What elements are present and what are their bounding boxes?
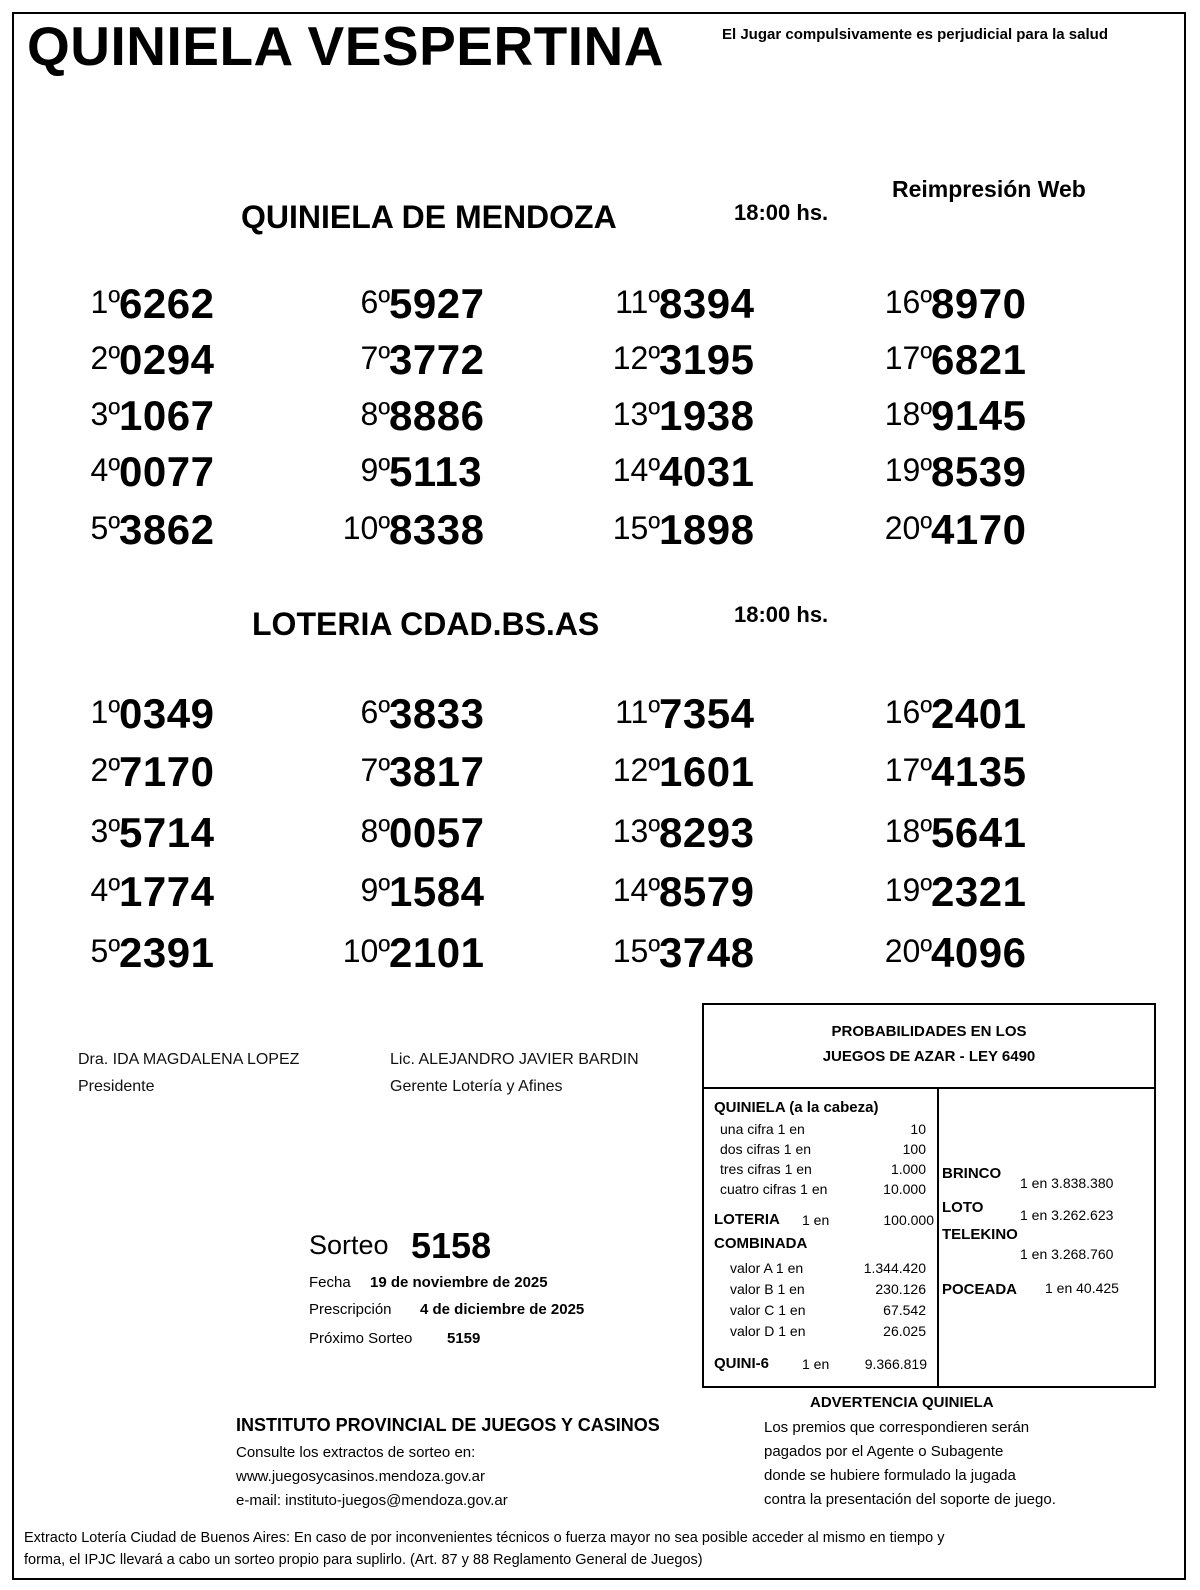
quiniela-prob-row-label: cuatro cifras 1 en — [720, 1181, 828, 1197]
quini6-prob-label: QUINI-6 — [714, 1355, 770, 1372]
mendoza-result-number: 4031 — [659, 448, 755, 495]
combinada-prob-label: COMBINADA — [714, 1235, 808, 1252]
bsas-result-number: 3817 — [389, 748, 485, 795]
quiniela-prob-row-value: 100 — [902, 1141, 926, 1157]
mendoza-result-position: 1º — [90, 284, 120, 320]
mendoza-result-position: 10º — [342, 510, 390, 546]
mendoza-result-number: 1938 — [659, 392, 755, 439]
fecha-value: 19 de noviembre de 2025 — [370, 1274, 548, 1291]
bsas-result-number: 8293 — [659, 809, 755, 856]
bsas-result-position: 16º — [884, 694, 932, 730]
mendoza-result-number: 0294 — [119, 336, 215, 383]
bsas-result-number: 1584 — [389, 868, 485, 915]
bsas-result-position: 20º — [884, 933, 932, 969]
mendoza-result-number: 4170 — [931, 506, 1027, 553]
bsas-result-position: 7º — [360, 752, 390, 788]
prescripcion-value: 4 de diciembre de 2025 — [420, 1301, 585, 1318]
mendoza-result-position: 9º — [360, 452, 390, 488]
mendoza-result-number: 3772 — [389, 336, 485, 383]
probabilities-title-line2: JUEGOS DE AZAR - LEY 6490 — [822, 1048, 1036, 1065]
mendoza-result-position: 14º — [612, 452, 660, 488]
quini6-prob-value: 9.366.819 — [864, 1356, 927, 1372]
mendoza-result-position: 20º — [884, 510, 932, 546]
bsas-result-position: 15º — [612, 933, 660, 969]
bsas-result-position: 4º — [90, 872, 120, 908]
quiniela-prob-row-value: 1.000 — [890, 1161, 926, 1177]
probabilities-title-line1: PROBABILIDADES EN LOS — [831, 1023, 1027, 1040]
bsas-result-number: 3833 — [389, 690, 485, 737]
mendoza-result-position: 8º — [360, 396, 390, 432]
mendoza-result-number: 8338 — [389, 506, 485, 553]
loteria-prob-label: LOTERIA — [714, 1211, 780, 1228]
bsas-result-position: 6º — [360, 694, 390, 730]
bsas-draw-time: 18:00 hs. — [734, 602, 829, 627]
mendoza-result-position: 16º — [884, 284, 932, 320]
bsas-result-number: 4135 — [931, 748, 1027, 795]
combinada-prob-row-label: valor D 1 en — [730, 1323, 806, 1339]
institute-consult-text: Consulte los extractos de sorteo en: — [236, 1444, 476, 1461]
footer-line2: forma, el IPJC llevará a cabo un sorteo propio para suplirlo. (Art. 87 y 88 Reglamento General de Juegos) — [24, 1552, 703, 1568]
loteria-prob-mid: 1 en — [802, 1212, 830, 1228]
footer-line1: Extracto Lotería Ciudad de Buenos Aires: En caso de por inconvenientes técnicos o fuerza mayor no sea posible acceder al mismo en tiempo y — [24, 1530, 945, 1546]
probabilities-header — [704, 1005, 1154, 1089]
advertencia-line: pagados por el Agente o Subagente — [764, 1443, 1004, 1460]
bsas-result-position: 12º — [612, 752, 660, 788]
probabilities-box — [702, 1003, 1156, 1388]
bsas-result-number: 2101 — [389, 929, 485, 976]
bsas-result-number: 4096 — [931, 929, 1027, 976]
bsas-result-number: 5714 — [119, 809, 215, 856]
quiniela-prob-row-label: tres cifras 1 en — [720, 1161, 812, 1177]
loteria-prob-value: 100.000 — [883, 1212, 934, 1228]
institute-website: www.juegosycasinos.mendoza.gov.ar — [236, 1468, 486, 1485]
mendoza-result-number: 3862 — [119, 506, 215, 553]
mendoza-result-number: 8394 — [659, 280, 755, 327]
combinada-prob-row-label: valor B 1 en — [730, 1281, 805, 1297]
mendoza-result-position: 15º — [612, 510, 660, 546]
bsas-result-number: 2391 — [119, 929, 215, 976]
mendoza-section-title: QUINIELA DE MENDOZA — [241, 199, 617, 235]
bsas-result-number: 0349 — [119, 690, 215, 737]
mendoza-result-number: 1067 — [119, 392, 215, 439]
page-title: QUINIELA VESPERTINA — [27, 15, 664, 77]
mendoza-result-number: 8886 — [389, 392, 485, 439]
combinada-prob-row-label: valor C 1 en — [730, 1302, 806, 1318]
bsas-result-position: 11º — [615, 694, 660, 730]
bsas-result-position: 2º — [90, 752, 120, 788]
mendoza-result-number: 9145 — [931, 392, 1027, 439]
mendoza-draw-time: 18:00 hs. — [734, 200, 829, 225]
bsas-result-position: 1º — [90, 694, 120, 730]
mendoza-result-position: 12º — [612, 340, 660, 376]
mendoza-result-position: 6º — [360, 284, 390, 320]
bsas-result-number: 1601 — [659, 748, 755, 795]
bsas-result-position: 19º — [884, 872, 932, 908]
bsas-result-position: 5º — [90, 933, 120, 969]
combinada-prob-row-value: 26.025 — [883, 1323, 926, 1339]
bsas-result-position: 14º — [612, 872, 660, 908]
bsas-result-position: 18º — [884, 813, 932, 849]
institute-name: INSTITUTO PROVINCIAL DE JUEGOS Y CASINOS — [236, 1415, 660, 1435]
mendoza-result-number: 6821 — [931, 336, 1027, 383]
advertencia-line: Los premios que correspondieren serán — [764, 1419, 1030, 1436]
proximo-sorteo-value: 5159 — [447, 1330, 481, 1347]
proximo-sorteo-label: Próximo Sorteo — [309, 1330, 413, 1347]
poceada-prob-value: 1 en 40.425 — [1045, 1280, 1119, 1296]
manager-role: Gerente Lotería y Afines — [390, 1078, 563, 1095]
bsas-result-number: 2321 — [931, 868, 1027, 915]
institute-email: e-mail: instituto-juegos@mendoza.gov.ar — [236, 1492, 508, 1509]
mendoza-result-position: 5º — [90, 510, 120, 546]
probabilities-divider — [937, 1089, 939, 1386]
quiniela-prob-row-value: 10 — [910, 1121, 926, 1137]
bsas-result-position: 9º — [360, 872, 390, 908]
president-name: Dra. IDA MAGDALENA LOPEZ — [78, 1051, 300, 1068]
bsas-result-position: 17º — [884, 752, 932, 788]
mendoza-result-number: 5927 — [389, 280, 485, 327]
mendoza-result-position: 7º — [360, 340, 390, 376]
bsas-result-position: 10º — [342, 933, 390, 969]
mendoza-result-position: 19º — [884, 452, 932, 488]
quini6-prob-mid: 1 en — [802, 1356, 830, 1372]
bsas-result-number: 7170 — [119, 748, 215, 795]
telekino-prob-label: TELEKINO — [942, 1226, 1018, 1243]
mendoza-result-position: 13º — [612, 396, 660, 432]
bsas-result-position: 3º — [90, 813, 120, 849]
bsas-result-number: 7354 — [659, 690, 755, 737]
manager-name: Lic. ALEJANDRO JAVIER BARDIN — [390, 1051, 639, 1068]
mendoza-result-number: 6262 — [119, 280, 215, 327]
quiniela-prob-label: QUINIELA (a la cabeza) — [714, 1099, 879, 1116]
loto-prob-value: 1 en 3.262.623 — [1020, 1207, 1114, 1223]
reprint-label: Reimpresión Web — [892, 176, 1086, 202]
mendoza-result-number: 3195 — [659, 336, 755, 383]
bsas-section-title: LOTERIA CDAD.BS.AS — [252, 606, 600, 642]
mendoza-result-position: 2º — [90, 340, 120, 376]
mendoza-result-position: 18º — [884, 396, 932, 432]
bsas-result-number: 3748 — [659, 929, 755, 976]
bsas-result-number: 1774 — [119, 868, 215, 915]
mendoza-result-number: 0077 — [119, 448, 215, 495]
mendoza-result-position: 3º — [90, 396, 120, 432]
sorteo-label: Sorteo — [309, 1230, 389, 1260]
advertencia-line: donde se hubiere formulado la jugada — [764, 1467, 1016, 1484]
mendoza-result-position: 17º — [884, 340, 932, 376]
bsas-result-number: 8579 — [659, 868, 755, 915]
bsas-result-number: 0057 — [389, 809, 485, 856]
combinada-prob-row-value: 230.126 — [875, 1281, 926, 1297]
mendoza-result-number: 5113 — [389, 448, 483, 495]
poceada-prob-label: POCEADA — [942, 1281, 1018, 1298]
prescripcion-label: Prescripción — [309, 1301, 392, 1318]
brinco-prob-label: BRINCO — [942, 1165, 1002, 1182]
combinada-prob-row-value: 67.542 — [883, 1302, 926, 1318]
fecha-label: Fecha — [309, 1274, 351, 1291]
mendoza-result-number: 8970 — [931, 280, 1027, 327]
combinada-prob-row-value: 1.344.420 — [863, 1260, 926, 1276]
mendoza-result-position: 11º — [615, 284, 660, 320]
quiniela-prob-row-label: dos cifras 1 en — [720, 1141, 812, 1157]
telekino-prob-value: 1 en 3.268.760 — [1020, 1246, 1114, 1262]
bsas-result-number: 5641 — [931, 809, 1027, 856]
bsas-result-number: 2401 — [931, 690, 1027, 737]
gambling-warning: El Jugar compulsivamente es perjudicial para la salud — [722, 26, 1108, 43]
quiniela-prob-row-label: una cifra 1 en — [720, 1121, 805, 1137]
sorteo-number: 5158 — [411, 1225, 492, 1266]
quiniela-prob-row-value: 10.000 — [883, 1181, 926, 1197]
advertencia-line: contra la presentación del soporte de juego. — [764, 1491, 1056, 1508]
mendoza-result-position: 4º — [90, 452, 120, 488]
bsas-result-position: 8º — [360, 813, 390, 849]
brinco-prob-value: 1 en 3.838.380 — [1020, 1175, 1114, 1191]
bsas-result-position: 13º — [612, 813, 660, 849]
combinada-prob-row-label: valor A 1 en — [730, 1260, 804, 1276]
mendoza-result-number: 1898 — [659, 506, 755, 553]
mendoza-result-number: 8539 — [931, 448, 1027, 495]
president-role: Presidente — [78, 1078, 155, 1095]
advertencia-title: ADVERTENCIA QUINIELA — [810, 1394, 994, 1411]
loto-prob-label: LOTO — [942, 1199, 984, 1216]
